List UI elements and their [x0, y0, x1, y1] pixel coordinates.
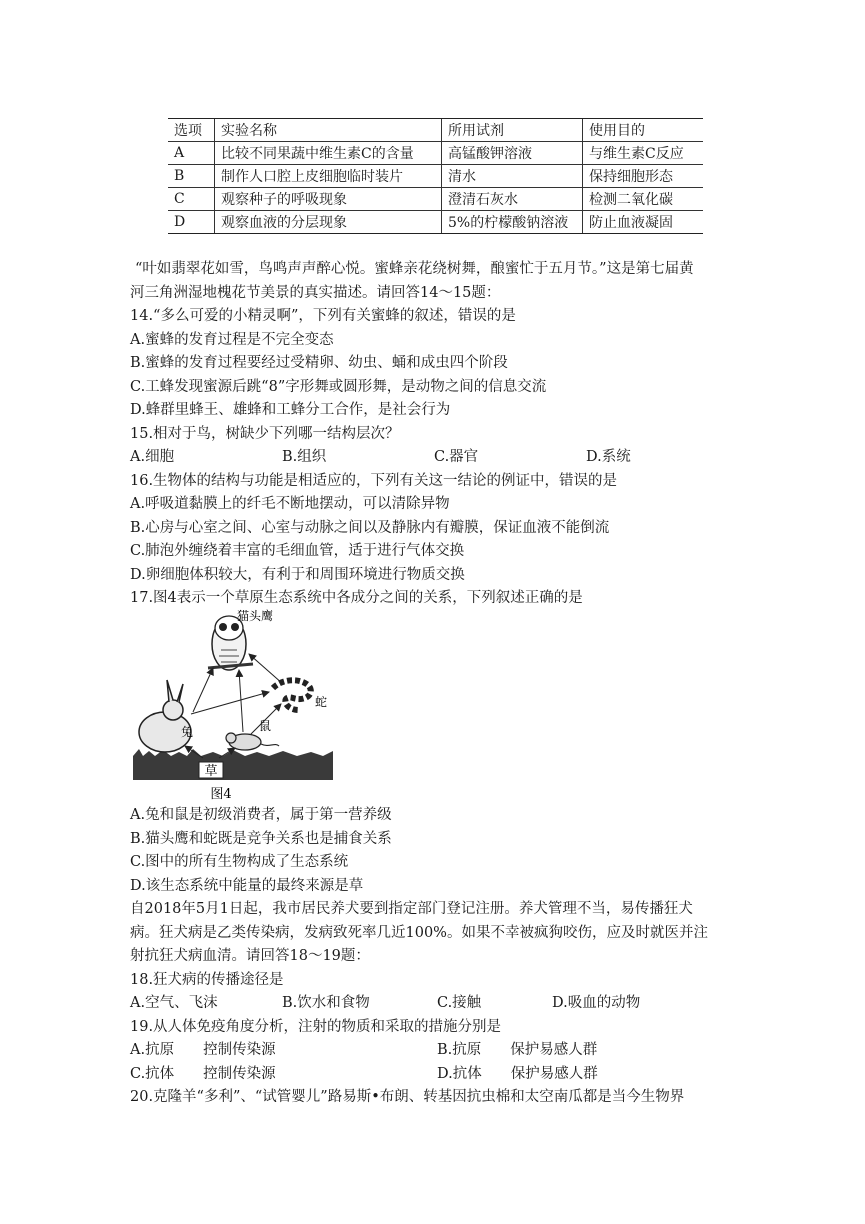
table-cell: 比较不同果蔬中维生素C的含量: [215, 142, 442, 165]
question-block-17-20: [130, 804, 740, 1110]
table-cell: 观察血液的分层现象: [215, 211, 442, 234]
question-19-option: A.抗原 控制传染源: [130, 1042, 276, 1058]
question-block-14-16: [130, 258, 740, 611]
intro2-line: 射抗狂犬病血清。请回答18～19题：: [130, 948, 370, 964]
arrow-mouse-owl: [239, 670, 243, 732]
question-19-stem: 19.从人体免疫角度分析，注射的物质和采取的措施分别是: [130, 1018, 502, 1035]
table-cell: 高锰酸钾溶液: [442, 142, 583, 165]
arrow-snake-owl: [249, 654, 283, 684]
question-16-option: A.呼吸道黏膜上的纤毛不断地摆动，可以清除异物: [130, 496, 450, 512]
table-row: [168, 211, 703, 234]
table-cell: 观察种子的呼吸现象: [215, 188, 442, 211]
question-19-options: [130, 1039, 740, 1063]
table-cell: 5%的柠檬酸钠溶液: [442, 211, 583, 234]
owl-label: 猫头鹰: [237, 609, 274, 623]
question-15-option: A.细胞: [130, 449, 175, 465]
question-14-option: C.工蜂发现蜜源后跳“8”字形舞或圆形舞，是动物之间的信息交流: [130, 378, 547, 395]
table-header-cell: 选项: [168, 119, 215, 142]
table-row: [168, 165, 703, 188]
figure-caption: 图4: [210, 787, 232, 802]
question-16-option: D.卵细胞体积较大，有利于和周围环境进行物质交换: [130, 566, 465, 583]
question-17-option: D.该生态系统中能量的最终来源是草: [130, 877, 364, 894]
question-15-options: [130, 446, 740, 470]
mouse-label: 鼠: [259, 719, 272, 733]
table-row: [168, 188, 703, 211]
question-20-stem: 20.克隆羊“多利”、“试管婴儿”路易斯•布朗、转基因抗虫棉和太空南瓜都是当今生物界: [130, 1089, 685, 1105]
table-header-cell: 使用目的: [583, 119, 704, 142]
arrow-rabbit-owl: [193, 668, 213, 712]
question-14-option: B.蜜蜂的发育过程要经过受精卵、幼虫、蛹和成虫四个阶段: [130, 355, 508, 371]
table-cell: 清水: [442, 165, 583, 188]
table-row: [168, 142, 703, 165]
table-cell: 检测二氧化碳: [583, 188, 704, 211]
intro-line: 河三角洲湿地槐花节美景的真实描述。请回答14～15题：: [130, 284, 501, 301]
rabbit-icon: [139, 680, 194, 752]
question-18-option: B.饮水和食物: [282, 995, 370, 1011]
table-header-cell: 实验名称: [215, 119, 442, 142]
food-web-figure: [133, 606, 338, 806]
question-16-option: C.肺泡外缠绕着丰富的毛细血管，适于进行气体交换: [130, 543, 465, 559]
owl-icon: [208, 616, 253, 670]
rabbit-label: 兔: [181, 725, 194, 739]
question-14-option: A.蜜蜂的发育过程是不完全变态: [130, 331, 334, 348]
question-18-option: A.空气、飞沫: [130, 995, 218, 1011]
intro2-line: 自2018年5月1日起，我市居民养犬要到指定部门登记注册。养犬管理不当，易传播狂犬: [130, 901, 693, 917]
snake-label: 蛇: [315, 695, 328, 709]
question-16-stem: 16.生物体的结构与功能是相适应的，下列有关这一结论的例证中，错误的是: [130, 472, 618, 489]
question-17-option: C.图中的所有生物构成了生态系统: [130, 854, 349, 870]
table-cell: B: [168, 165, 215, 188]
table-cell: 防止血液凝固: [583, 211, 704, 234]
question-19-options: [130, 1063, 740, 1087]
question-17-option: A.兔和鼠是初级消费者，属于第一营养级: [130, 807, 392, 823]
question-15-option: D.系统: [586, 449, 631, 465]
question-19-option: C.抗体 控制传染源: [130, 1065, 276, 1082]
ground-strip: [133, 756, 333, 780]
question-19-option: B.抗原 保护易感人群: [437, 1042, 598, 1058]
table-cell: 保持细胞形态: [583, 165, 704, 188]
question-18-options: [130, 992, 740, 1016]
table-cell: 与维生素C反应: [583, 142, 704, 165]
food-web-diagram: [133, 606, 338, 806]
question-18-option: C.接触: [437, 995, 482, 1011]
question-14-option: D.蜂群里蜂王、雄蜂和工蜂分工合作，是社会行为: [130, 402, 451, 418]
table-cell: 澄清石灰水: [442, 188, 583, 211]
question-18-stem: 18.狂犬病的传播途径是: [130, 971, 284, 988]
question-19-option: D.抗体 保护易感人群: [437, 1065, 598, 1082]
question-15-option: C.器官: [434, 449, 479, 465]
intro2-line: 病。狂犬病是乙类传染病，发病致死率几近100%。如果不幸被疯狗咬伤，应及时就医并注: [130, 924, 708, 941]
arrow-rabbit-snake: [191, 692, 269, 714]
question-14-stem: 14.“多么可爱的小精灵啊”，下列有关蜜蜂的叙述，错误的是: [130, 308, 516, 324]
intro-line: “叶如翡翠花如雪，鸟鸣声声醉心悦。蜜蜂亲花绕树舞，酿蜜忙于五月节。”这是第七届黄: [135, 261, 694, 277]
table-cell: D: [168, 211, 215, 234]
table-header-row: [168, 119, 703, 142]
grass-label: 草: [204, 764, 218, 779]
question-18-option: D.吸血的动物: [552, 995, 641, 1011]
question-17-option: B.猫头鹰和蛇既是竞争关系也是捕食关系: [130, 830, 392, 847]
question-15-stem: 15.相对于鸟，树缺少下列哪一结构层次？: [130, 425, 400, 442]
table-cell: 制作人口腔上皮细胞临时装片: [215, 165, 442, 188]
table-cell: A: [168, 142, 215, 165]
experiment-table: [168, 118, 703, 234]
question-17-stem: 17.图4表示一个草原生态系统中各成分之间的关系，下列叙述正确的是: [130, 590, 583, 606]
table-cell: C: [168, 188, 215, 211]
snake-icon: [273, 680, 311, 710]
mouse-icon: [226, 733, 279, 750]
table-header-cell: 所用试剂: [442, 119, 583, 142]
question-16-option: B.心房与心室之间、心室与动脉之间以及静脉内有瓣膜，保证血液不能倒流: [130, 519, 610, 536]
question-15-option: B.组织: [282, 449, 327, 465]
